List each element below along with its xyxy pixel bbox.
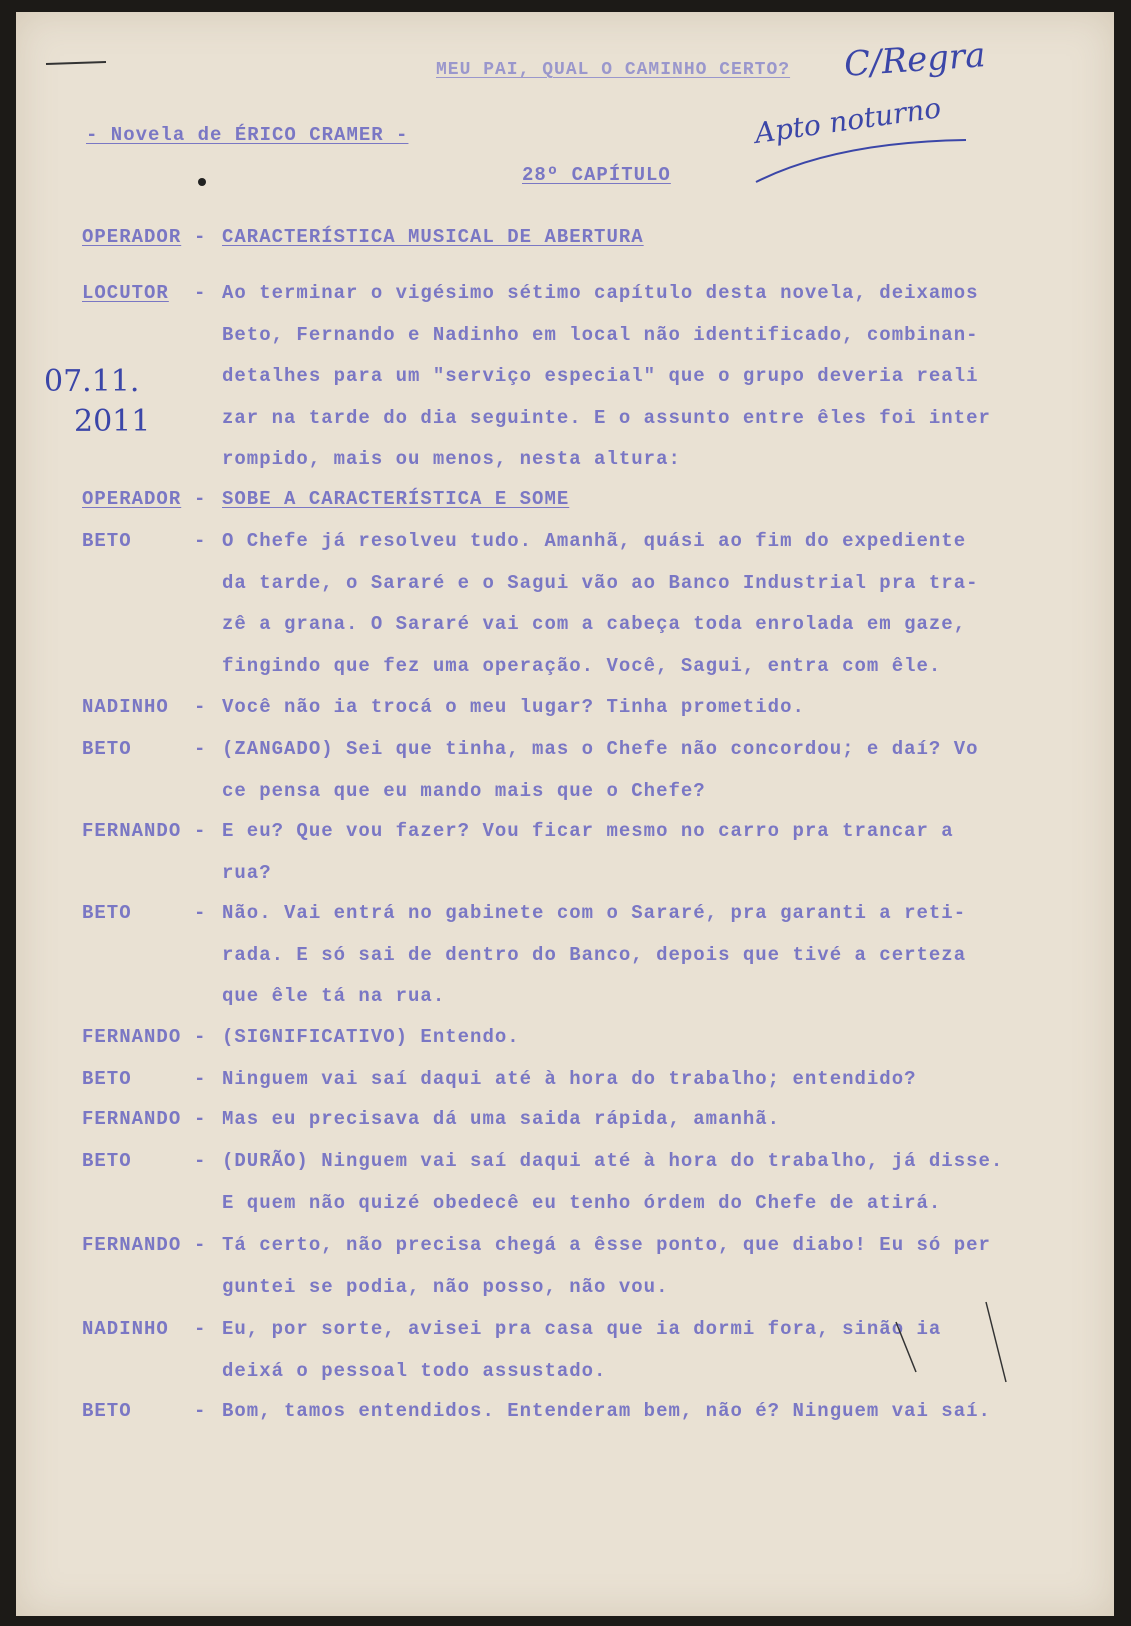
speaker-label: BETO — [82, 1150, 132, 1172]
speaker-label: NADINHO — [82, 696, 169, 718]
speaker-separator: - — [194, 1068, 207, 1090]
dialogue-line: zê a grana. O Sararé vai com a cabeça toda enrolada em gaze, — [222, 613, 967, 635]
dialogue-line: (ZANGADO) Sei que tinha, mas o Chefe não concordou; e daí? Vo — [222, 738, 979, 760]
handwritten-note-regra: C/Regra — [842, 35, 987, 85]
speaker-label: FERNANDO — [82, 1026, 182, 1048]
speaker-separator: - — [194, 1026, 207, 1048]
dialogue-line: Tá certo, não precisa chegá a êsse ponto, que diabo! Eu só per — [222, 1234, 991, 1256]
speaker-label: LOCUTOR — [82, 282, 169, 304]
dialogue-line: detalhes para um "serviço especial" que o grupo deveria reali — [222, 365, 979, 387]
speaker-label: OPERADOR — [82, 488, 182, 510]
speaker-separator: - — [194, 1318, 207, 1340]
speaker-separator: - — [194, 902, 207, 924]
speaker-label: FERNANDO — [82, 1234, 182, 1256]
speaker-separator: - — [194, 1150, 207, 1172]
dialogue-line: deixá o pessoal todo assustado. — [222, 1359, 607, 1382]
dialogue-line: zar na tarde do dia seguinte. E o assunto entre êles foi inter — [222, 406, 991, 429]
dialogue-line: E eu? Que vou fazer? Vou ficar mesmo no carro pra trancar a — [222, 820, 954, 842]
speaker-separator: - — [194, 530, 207, 552]
chapter-heading: 28º CAPÍTULO — [522, 164, 671, 186]
margin-date-year: 2011 — [74, 404, 151, 439]
dialogue-line: rua? — [222, 861, 272, 884]
dialogue-line: E quem não quizé obedecê eu tenho órdem do Chefe de atirá. — [222, 1191, 942, 1214]
novel-author-line: - Novela de ÉRICO CRAMER - — [86, 124, 409, 146]
speaker-label: BETO — [82, 738, 132, 760]
dialogue-line: O Chefe já resolveu tudo. Amanhã, quási ao fim do expediente — [222, 530, 967, 552]
speaker-label: BETO — [82, 902, 132, 924]
speaker-label: NADINHO — [82, 1318, 169, 1340]
speaker-separator: - — [194, 696, 207, 718]
dialogue-line: Não. Vai entrá no gabinete com o Sararé, pra garanti a reti- — [222, 902, 967, 924]
speaker-label: BETO — [82, 530, 132, 552]
dialogue-line: ce pensa que eu mando mais que o Chefe? — [222, 779, 706, 802]
speaker-label: BETO — [82, 1068, 132, 1090]
speaker-separator: - — [194, 488, 207, 510]
dialogue-line: que êle tá na rua. — [222, 985, 446, 1007]
dialogue-line: SOBE A CARACTERÍSTICA E SOME — [222, 488, 570, 510]
dialogue-line: da tarde, o Sararé e o Sagui vão ao Banco Industrial pra tra- — [222, 571, 979, 594]
speaker-separator: - — [194, 1234, 207, 1256]
dialogue-line: fingindo que fez uma operação. Você, Sagui, entra com êle. — [222, 654, 942, 677]
margin-slash — [896, 1322, 916, 1372]
handwritten-note-apto: Apto noturno — [752, 91, 943, 150]
dialogue-line: Mas eu precisava dá uma saida rápida, amanhã. — [222, 1108, 781, 1130]
speaker-separator: - — [194, 820, 207, 842]
dialogue-line: (SIGNIFICATIVO) Entendo. — [222, 1026, 520, 1048]
speaker-separator: - — [194, 282, 207, 304]
dialogue-line: guntei se podia, não posso, não vou. — [222, 1275, 669, 1298]
document-page — [16, 12, 1114, 1616]
ink-dot — [198, 178, 206, 186]
header-underline-stroke — [756, 140, 966, 182]
margin-date-day: 07.11. — [44, 364, 140, 399]
speaker-label: FERNANDO — [82, 820, 182, 842]
margin-slash-2 — [986, 1302, 1006, 1382]
dialogue-line: (DURÃO) Ninguem vai saí daqui até à hora do trabalho, já disse. — [222, 1150, 1004, 1172]
dialogue-line: rada. E só sai de dentro do Banco, depois que tivé a certeza — [222, 943, 967, 966]
dialogue-line: Bom, tamos entendidos. Entenderam bem, não é? Ninguem vai saí. — [222, 1400, 991, 1422]
dialogue-line: Ninguem vai saí daqui até à hora do trabalho; entendido? — [222, 1068, 917, 1090]
dialogue-line: rompido, mais ou menos, nesta altura: — [222, 448, 681, 470]
speaker-label: BETO — [82, 1400, 132, 1422]
speaker-separator: - — [194, 1108, 207, 1130]
dialogue-line: Ao terminar o vigésimo sétimo capítulo desta novela, deixamos — [222, 282, 979, 304]
dialogue-line: Beto, Fernando e Nadinho em local não identificado, combinan- — [222, 323, 979, 346]
script-title: MEU PAI, QUAL O CAMINHO CERTO? — [436, 60, 791, 80]
dialogue-line: Eu, por sorte, avisei pra casa que ia dormi fora, sinão ia — [222, 1318, 942, 1340]
speaker-label: FERNANDO — [82, 1108, 182, 1130]
top-left-dash — [46, 62, 106, 64]
speaker-separator: - — [194, 1400, 207, 1422]
dialogue-line: Você não ia trocá o meu lugar? Tinha prometido. — [222, 696, 805, 718]
dialogue-line: CARACTERÍSTICA MUSICAL DE ABERTURA — [222, 226, 644, 248]
speaker-separator: - — [194, 226, 207, 248]
speaker-separator: - — [194, 738, 207, 760]
pen-marks — [16, 12, 1114, 1616]
speaker-label: OPERADOR — [82, 226, 182, 248]
